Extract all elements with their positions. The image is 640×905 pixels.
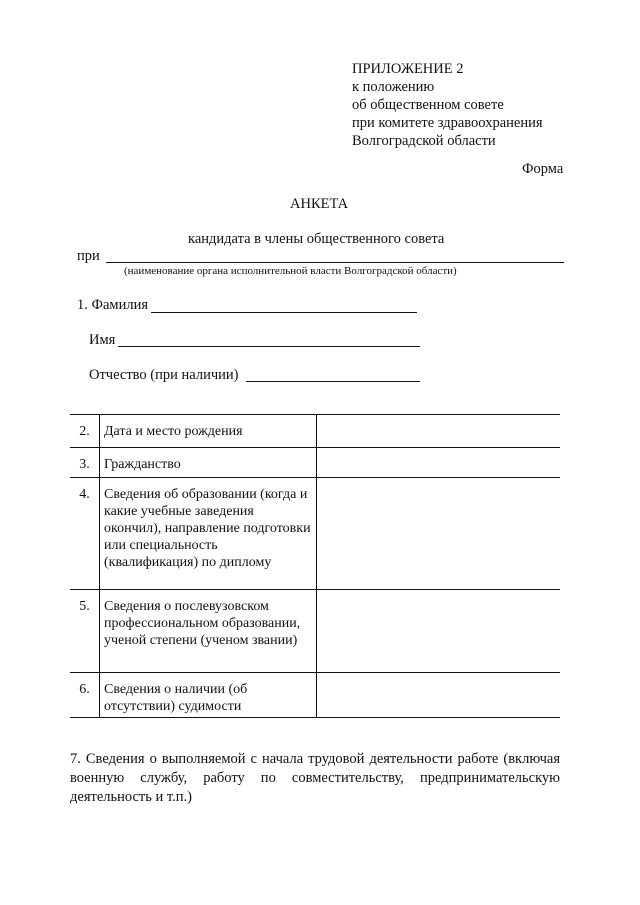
row-label: Дата и место рождения <box>100 415 317 448</box>
row-value-cell[interactable] <box>317 673 561 718</box>
surname-field[interactable] <box>151 312 417 313</box>
authority-caption: (наименование органа исполнительной власти Волгоградской области) <box>124 265 457 277</box>
row-label: Сведения о послевузовском профессиональном образовании, ученой степени (ученом звании) <box>100 590 317 673</box>
table-row <box>70 448 560 478</box>
row-number: 3. <box>70 448 100 478</box>
table-row <box>70 478 560 590</box>
patronymic-field[interactable] <box>246 381 420 382</box>
appendix-header <box>352 60 543 150</box>
appendix-line: ПРИЛОЖЕНИЕ 2 <box>352 61 464 77</box>
row-value-cell[interactable] <box>317 478 561 590</box>
first-name-field[interactable] <box>118 346 420 347</box>
row-number: 6. <box>70 673 100 718</box>
form-label: Форма <box>522 161 564 177</box>
row-label: Гражданство <box>100 448 317 478</box>
row-label: Сведения об образовании (когда и какие учебные заведения окончил), направление подготовки или специальность (квалификация) по диплому <box>100 478 317 590</box>
document-title: АНКЕТА <box>290 196 349 212</box>
table-row <box>70 415 560 448</box>
appendix-line: при комитете здравоохранения <box>352 115 543 131</box>
first-name-label: Имя <box>89 332 116 348</box>
appendix-line: Волгоградской области <box>352 133 496 149</box>
row-label: Сведения о наличии (об отсутствии) судимости <box>100 673 317 718</box>
appendix-line: об общественном совете <box>352 97 504 113</box>
surname-label: 1. Фамилия <box>77 297 148 313</box>
row-number: 4. <box>70 478 100 590</box>
document-subtitle: кандидата в члены общественного совета <box>188 231 445 247</box>
anketa-table <box>70 414 560 718</box>
appendix-line: к положению <box>352 79 435 95</box>
table-row <box>70 673 560 718</box>
pri-label: при <box>77 248 100 264</box>
row-number: 5. <box>70 590 100 673</box>
row-value-cell[interactable] <box>317 590 561 673</box>
patronymic-label: Отчество (при наличии) <box>89 367 239 383</box>
table-row <box>70 590 560 673</box>
row-number: 2. <box>70 415 100 448</box>
row-value-cell[interactable] <box>317 448 561 478</box>
section-7-text: 7. Сведения о выполняемой с начала трудовой деятельности работе (включая военную службу, работу по совместительству, предпринимательскую деятельность и т.п.) <box>70 751 560 805</box>
authority-name-field[interactable] <box>106 262 564 263</box>
row-value-cell[interactable] <box>317 415 561 448</box>
